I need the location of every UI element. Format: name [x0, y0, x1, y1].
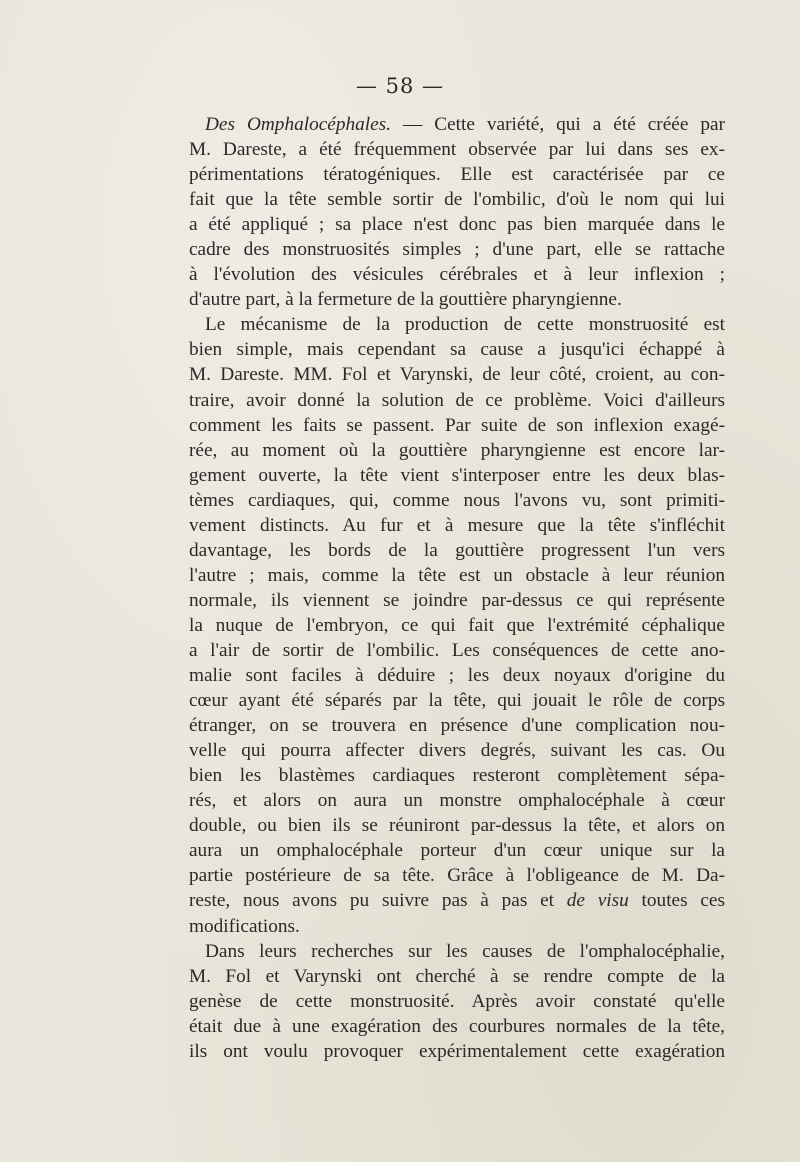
text-line: partie postérieure de sa tête. Grâce à l'obligeance de M. Da-	[189, 865, 725, 887]
text-line: ils ont voulu provoquer expérimentalement cette exagération	[189, 1040, 725, 1062]
text-line: gement ouverte, la tête vient s'interposer entre les deux blas-	[189, 464, 725, 486]
text-line: étranger, on se trouvera en présence d'une complication nou-	[189, 715, 725, 737]
text-line: velle qui pourra affecter divers degrés, suivant les cas. Ou	[189, 740, 725, 762]
paragraph	[189, 312, 725, 938]
text-line: malie sont faciles à déduire ; les deux noyaux d'origine du	[189, 665, 725, 687]
text-line: double, ou bien ils se réuniront par-dessus la tête, et alors on	[189, 815, 725, 837]
text-fragment: — Cette variété, qui a été créée par	[391, 114, 725, 135]
text-line: traire, avoir donné la solution de ce problème. Voici d'ailleurs	[189, 389, 725, 411]
page-number: — 58 —	[355, 74, 445, 98]
text-line: l'autre ; mais, comme la tête est un obstacle à leur réunion	[189, 564, 725, 586]
text-line: bien les blastèmes cardiaques resteront complètement sépa-	[189, 765, 725, 787]
section-heading: Des Omphalocéphales.	[205, 114, 392, 135]
italic-phrase: de visu	[566, 890, 629, 912]
text-line: a l'air de sortir de l'ombilic. Les conséquences de cette ano-	[189, 639, 725, 661]
text-line: M. Dareste. MM. Fol et Varynski, de leur côté, croient, au con-	[189, 364, 725, 386]
text-line: la nuque de l'embryon, ce qui fait que l'extrémité céphalique	[189, 614, 725, 636]
text-line: d'autre part, à la fermeture de la gouttière pharyngienne.	[189, 289, 622, 311]
text-line: tèmes cardiaques, qui, comme nous l'avons vu, sont primiti-	[189, 489, 725, 511]
text-line: vement distincts. Au fur et à mesure que la tête s'infléchit	[189, 514, 725, 536]
text-line: périmentations tératogéniques. Elle est caractérisée par ce	[189, 164, 725, 186]
text-line: modifications.	[189, 915, 300, 937]
text-fragment: toutes ces	[628, 890, 725, 912]
text-line: fait que la tête semble sortir de l'ombilic, d'où le nom qui lui	[189, 189, 725, 211]
paragraph	[189, 939, 725, 1064]
body-text	[189, 112, 725, 1064]
text-line: rée, au moment où la gouttière pharyngienne est encore lar-	[189, 439, 725, 461]
text-line: à l'évolution des vésicules cérébrales et à leur inflexion ;	[189, 264, 725, 286]
paragraph	[189, 112, 725, 312]
text-line: Dans leurs recherches sur les causes de l'omphalocéphalie,	[205, 940, 725, 962]
text-line: aura un omphalocéphale porteur d'un cœur unique sur la	[189, 840, 725, 862]
text-fragment: reste, nous avons pu suivre pas à pas et	[189, 890, 567, 912]
text-line: était due à une exagération des courbures normales de la tête,	[189, 1015, 725, 1037]
text-line: davantage, les bords de la gouttière progressent l'un vers	[189, 539, 725, 561]
text-line: cadre des monstruosités simples ; d'une part, elle se rattache	[189, 239, 725, 261]
text-line: M. Fol et Varynski ont cherché à se rendre compte de la	[189, 965, 725, 987]
text-line: bien simple, mais cependant sa cause a jusqu'ici échappé à	[189, 339, 725, 361]
text-line: normale, ils viennent se joindre par-dessus ce qui représente	[189, 589, 725, 611]
text-line: Le mécanisme de la production de cette monstruosité est	[205, 314, 725, 336]
text-line: cœur ayant été séparés par la tête, qui jouait le rôle de corps	[189, 690, 725, 712]
text-line	[189, 888, 725, 913]
text-line: comment les faits se passent. Par suite de son inflexion exagé-	[189, 414, 725, 436]
text-line: a été appliqué ; sa place n'est donc pas bien marquée dans le	[189, 214, 725, 236]
text-line	[189, 112, 725, 137]
text-line: M. Dareste, a été fréquemment observée par lui dans ses ex-	[189, 139, 725, 161]
text-line: rés, et alors on aura un monstre omphalocéphale à cœur	[189, 790, 725, 812]
text-line: genèse de cette monstruosité. Après avoir constaté qu'elle	[189, 990, 725, 1012]
